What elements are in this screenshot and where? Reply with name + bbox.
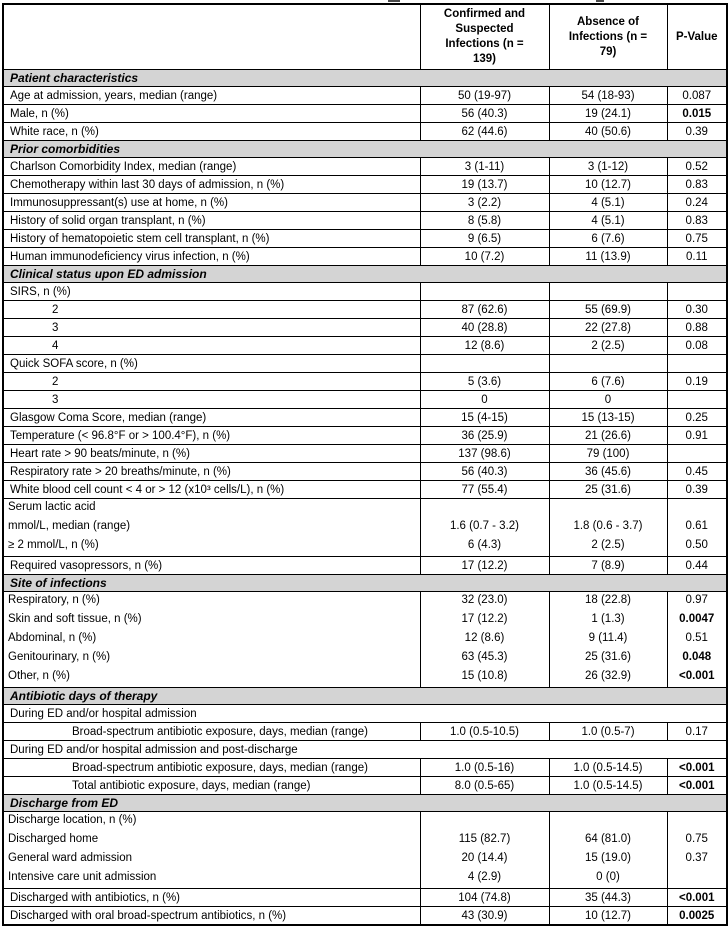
row-label: White blood cell count < 4 or > 12 (x10³ cells/L), n (%) — [3, 481, 420, 499]
table-row — [3, 557, 727, 575]
table-row — [3, 481, 727, 499]
value-line: 15 (10.8) — [461, 670, 508, 682]
absence-value-cell — [549, 592, 667, 688]
column-header-confirmed-infections: Confirmed and Suspected Infections (n = 139) — [420, 4, 549, 70]
value-line: 20 (14.4) — [461, 852, 508, 864]
confirmed-value-cell: 40 (28.8) — [420, 319, 549, 337]
p-value-cell: 0.88 — [667, 319, 727, 337]
caption-remnant-mark — [596, 0, 604, 2]
row-label: Discharge location, n (%) — [8, 814, 137, 826]
table-row — [3, 777, 727, 795]
p-value-cell: 0.19 — [667, 373, 727, 391]
row-label: Heart rate > 90 beats/minute, n (%) — [3, 445, 420, 463]
absence-value-cell: 40 (50.6) — [549, 123, 667, 141]
value-line: 17 (12.2) — [461, 613, 508, 625]
column-header-p-value: P-Value — [667, 4, 727, 70]
value-line: 6 (4.3) — [467, 539, 502, 551]
row-label: Glasgow Coma Score, median (range) — [3, 409, 420, 427]
table-row — [3, 889, 727, 907]
group-row-label: During ED and/or hospital admission — [3, 705, 727, 723]
row-label: 3 — [3, 391, 420, 409]
value-line: 0.50 — [685, 539, 708, 551]
table-row — [3, 373, 727, 391]
p-value-cell: 0.087 — [667, 87, 727, 105]
table-row — [3, 723, 727, 741]
row-label: Serum lactic acid — [8, 501, 96, 513]
table-row — [3, 445, 727, 463]
absence-value-cell: 11 (13.9) — [549, 248, 667, 266]
p-value-cell: 0.91 — [667, 427, 727, 445]
table-row — [3, 907, 727, 926]
value-line: 4 (2.9) — [467, 871, 502, 883]
confirmed-value-cell: 8.0 (0.5-65) — [420, 777, 549, 795]
value-line: 1.8 (0.6 - 3.7) — [573, 520, 643, 532]
absence-value-cell: 1.0 (0.5-14.5) — [549, 777, 667, 795]
value-line — [668, 812, 727, 831]
row-label: 4 — [3, 337, 420, 355]
value-line: 0.0047 — [679, 613, 715, 625]
row-label: Chemotherapy within last 30 days of admission, n (%) — [3, 176, 420, 194]
confirmed-value-cell: 137 (98.6) — [420, 445, 549, 463]
column-header-absence-infections: Absence of Infections (n = 79) — [549, 4, 667, 70]
confirmed-value-cell: 10 (7.2) — [420, 248, 549, 266]
table-row — [3, 499, 727, 557]
table-row — [3, 105, 727, 123]
table-row — [3, 230, 727, 248]
absence-value-cell — [549, 812, 667, 889]
confirmed-value-cell: 3 (2.2) — [420, 194, 549, 212]
confirmed-value-cell: 1.0 (0.5-10.5) — [420, 723, 549, 741]
caption-remnant — [0, 0, 728, 3]
absence-value-cell: 1.0 (0.5-7) — [549, 723, 667, 741]
row-label-group — [3, 812, 420, 889]
value-line: 0.37 — [685, 852, 708, 864]
row-label: Genitourinary, n (%) — [8, 651, 111, 663]
confirmed-value-cell — [420, 283, 549, 301]
confirmed-value-cell: 3 (1-11) — [420, 158, 549, 176]
table-row — [3, 592, 727, 688]
absence-value-cell: 35 (44.3) — [549, 889, 667, 907]
caption-remnant-mark — [388, 0, 400, 2]
value-line: 2 (2.5) — [591, 539, 625, 551]
p-value-cell: 0.44 — [667, 557, 727, 575]
p-value-cell — [667, 499, 727, 557]
value-line: 26 (32.9) — [584, 670, 632, 682]
row-label-group — [3, 499, 420, 557]
absence-value-cell: 4 (5.1) — [549, 194, 667, 212]
table-row — [3, 759, 727, 777]
confirmed-value-cell: 87 (62.6) — [420, 301, 549, 319]
row-label: mmol/L, median (range) — [8, 520, 131, 532]
table-body — [3, 70, 727, 926]
p-value-cell: 0.45 — [667, 463, 727, 481]
confirmed-value-cell: 43 (30.9) — [420, 907, 549, 926]
table-row — [3, 283, 727, 301]
row-label: History of solid organ transplant, n (%) — [3, 212, 420, 230]
section-row — [3, 795, 727, 812]
p-value-cell: 0.25 — [667, 409, 727, 427]
section-header-label: Site of infections — [3, 575, 727, 592]
row-label: Other, n (%) — [8, 670, 70, 682]
p-value-cell: 0.0025 — [667, 907, 727, 926]
table-row — [3, 87, 727, 105]
p-value-cell: 0.39 — [667, 123, 727, 141]
table-row — [3, 741, 727, 759]
row-label: Required vasopressors, n (%) — [3, 557, 420, 575]
value-line: 0 (0) — [596, 871, 620, 883]
value-line: <0.001 — [679, 670, 715, 682]
section-row — [3, 266, 727, 283]
row-label: Abdominal, n (%) — [8, 632, 97, 644]
confirmed-value-cell: 36 (25.9) — [420, 427, 549, 445]
p-value-cell: 0.83 — [667, 176, 727, 194]
absence-value-cell: 79 (100) — [549, 445, 667, 463]
row-label: Age at admission, years, median (range) — [3, 87, 420, 105]
group-row-label: During ED and/or hospital admission and post-discharge — [3, 741, 727, 759]
section-header-label: Antibiotic days of therapy — [3, 688, 727, 705]
absence-value-cell: 1.0 (0.5-14.5) — [549, 759, 667, 777]
value-line: 64 (81.0) — [584, 833, 632, 845]
confirmed-value-cell: 62 (44.6) — [420, 123, 549, 141]
value-line: 1.6 (0.7 - 3.2) — [449, 520, 520, 532]
row-label-group — [3, 592, 420, 688]
absence-value-cell: 54 (18-93) — [549, 87, 667, 105]
confirmed-value-cell: 5 (3.6) — [420, 373, 549, 391]
p-value-cell: <0.001 — [667, 777, 727, 795]
table-row — [3, 158, 727, 176]
row-label: Discharged with oral broad-spectrum antibiotics, n (%) — [3, 907, 420, 926]
section-row — [3, 575, 727, 592]
value-line: 0.61 — [685, 520, 708, 532]
confirmed-value-cell: 12 (8.6) — [420, 337, 549, 355]
confirmed-value-cell: 15 (4-15) — [420, 409, 549, 427]
absence-value-cell: 3 (1-12) — [549, 158, 667, 176]
row-label: Skin and soft tissue, n (%) — [8, 613, 142, 625]
table-row — [3, 301, 727, 319]
row-label: General ward admission — [8, 852, 133, 864]
value-line — [550, 812, 667, 831]
row-label: White race, n (%) — [3, 123, 420, 141]
value-line: 32 (23.0) — [461, 594, 508, 606]
absence-value-cell — [549, 499, 667, 557]
table-row — [3, 705, 727, 723]
header-empty-cell — [3, 4, 420, 70]
table-row — [3, 176, 727, 194]
p-value-cell: 0.75 — [667, 230, 727, 248]
table-row — [3, 391, 727, 409]
row-label: Discharged home — [8, 833, 99, 845]
p-value-cell: 0.24 — [667, 194, 727, 212]
p-value-cell: 0.30 — [667, 301, 727, 319]
confirmed-value-cell: 9 (6.5) — [420, 230, 549, 248]
row-label: Respiratory rate > 20 breaths/minute, n (%) — [3, 463, 420, 481]
section-header-label: Clinical status upon ED admission — [3, 266, 727, 283]
absence-value-cell: 10 (12.7) — [549, 907, 667, 926]
section-header-label: Prior comorbidities — [3, 141, 727, 158]
value-line: 12 (8.6) — [464, 632, 505, 644]
absence-value-cell: 21 (26.6) — [549, 427, 667, 445]
confirmed-value-cell: 19 (13.7) — [420, 176, 549, 194]
value-line — [550, 499, 667, 518]
p-value-cell: <0.001 — [667, 889, 727, 907]
p-value-cell — [667, 812, 727, 889]
confirmed-value-cell: 77 (55.4) — [420, 481, 549, 499]
absence-value-cell: 10 (12.7) — [549, 176, 667, 194]
p-value-cell: 0.83 — [667, 212, 727, 230]
row-label: 2 — [3, 301, 420, 319]
confirmed-value-cell — [420, 812, 549, 889]
value-line: 115 (82.7) — [458, 833, 511, 845]
absence-value-cell: 22 (27.8) — [549, 319, 667, 337]
confirmed-value-cell: 104 (74.8) — [420, 889, 549, 907]
row-label: Intensive care unit admission — [8, 871, 157, 883]
row-label: Broad-spectrum antibiotic exposure, days, median (range) — [3, 723, 420, 741]
value-line — [668, 499, 727, 518]
row-label: 3 — [3, 319, 420, 337]
p-value-cell — [667, 355, 727, 373]
absence-value-cell: 25 (31.6) — [549, 481, 667, 499]
value-line: 25 (31.6) — [584, 651, 632, 663]
confirmed-value-cell: 8 (5.8) — [420, 212, 549, 230]
confirmed-value-cell: 0 — [420, 391, 549, 409]
absence-value-cell: 6 (7.6) — [549, 230, 667, 248]
header-row — [3, 4, 727, 70]
absence-value-cell: 4 (5.1) — [549, 212, 667, 230]
row-label: Broad-spectrum antibiotic exposure, days, median (range) — [3, 759, 420, 777]
absence-value-cell: 7 (8.9) — [549, 557, 667, 575]
p-value-cell — [667, 592, 727, 688]
confirmed-value-cell — [420, 592, 549, 688]
value-line: 0.75 — [685, 833, 708, 845]
confirmed-value-cell: 17 (12.2) — [420, 557, 549, 575]
table-row — [3, 812, 727, 889]
table-row — [3, 427, 727, 445]
value-line: 63 (45.3) — [461, 651, 508, 663]
absence-value-cell — [549, 355, 667, 373]
p-value-cell: 0.015 — [667, 105, 727, 123]
confirmed-value-cell — [420, 499, 549, 557]
p-value-cell: 0.08 — [667, 337, 727, 355]
row-label: Immunosuppressant(s) use at home, n (%) — [3, 194, 420, 212]
row-label: Total antibiotic exposure, days, median (range) — [3, 777, 420, 795]
table-row — [3, 355, 727, 373]
table-row — [3, 409, 727, 427]
value-line — [668, 869, 727, 888]
absence-value-cell — [549, 283, 667, 301]
value-line: 0.048 — [682, 651, 712, 663]
absence-value-cell: 6 (7.6) — [549, 373, 667, 391]
row-label: Quick SOFA score, n (%) — [3, 355, 420, 373]
table-row — [3, 212, 727, 230]
row-label: Male, n (%) — [3, 105, 420, 123]
table-row — [3, 194, 727, 212]
section-header-label: Discharge from ED — [3, 795, 727, 812]
row-label: Discharged with antibiotics, n (%) — [3, 889, 420, 907]
comparison-table — [2, 3, 728, 926]
row-label: ≥ 2 mmol/L, n (%) — [8, 539, 99, 551]
row-label: Human immunodeficiency virus infection, n (%) — [3, 248, 420, 266]
p-value-cell: <0.001 — [667, 759, 727, 777]
row-label: History of hematopoietic stem cell transplant, n (%) — [3, 230, 420, 248]
p-value-cell: 0.52 — [667, 158, 727, 176]
confirmed-value-cell: 56 (40.3) — [420, 105, 549, 123]
row-label: Charlson Comorbidity Index, median (range) — [3, 158, 420, 176]
value-line — [421, 499, 549, 518]
p-value-cell: 0.39 — [667, 481, 727, 499]
table-row — [3, 337, 727, 355]
value-line: 0.97 — [685, 594, 708, 606]
value-line: 0.51 — [685, 632, 708, 644]
p-value-cell — [667, 445, 727, 463]
confirmed-value-cell — [420, 355, 549, 373]
confirmed-value-cell: 56 (40.3) — [420, 463, 549, 481]
section-header-label: Patient characteristics — [3, 70, 727, 87]
table-row — [3, 123, 727, 141]
absence-value-cell: 15 (13-15) — [549, 409, 667, 427]
p-value-cell — [667, 283, 727, 301]
value-line: 18 (22.8) — [584, 594, 632, 606]
value-line: 1 (1.3) — [591, 613, 625, 625]
p-value-cell: 0.17 — [667, 723, 727, 741]
absence-value-cell: 36 (45.6) — [549, 463, 667, 481]
absence-value-cell: 2 (2.5) — [549, 337, 667, 355]
table-row — [3, 248, 727, 266]
table-header — [3, 4, 727, 70]
value-line — [421, 812, 549, 831]
table-row — [3, 463, 727, 481]
value-line: 9 (11.4) — [588, 632, 628, 644]
section-row — [3, 688, 727, 705]
section-row — [3, 70, 727, 87]
row-label: Temperature (< 96.8°F or > 100.4°F), n (%) — [3, 427, 420, 445]
row-label: 2 — [3, 373, 420, 391]
confirmed-value-cell: 50 (19-97) — [420, 87, 549, 105]
p-value-cell: 0.11 — [667, 248, 727, 266]
absence-value-cell: 0 — [549, 391, 667, 409]
table-row — [3, 319, 727, 337]
value-line: 15 (19.0) — [584, 852, 632, 864]
row-label: SIRS, n (%) — [3, 283, 420, 301]
row-label: Respiratory, n (%) — [8, 594, 100, 606]
confirmed-value-cell: 1.0 (0.5-16) — [420, 759, 549, 777]
section-row — [3, 141, 727, 158]
absence-value-cell: 19 (24.1) — [549, 105, 667, 123]
p-value-cell — [667, 391, 727, 409]
absence-value-cell: 55 (69.9) — [549, 301, 667, 319]
